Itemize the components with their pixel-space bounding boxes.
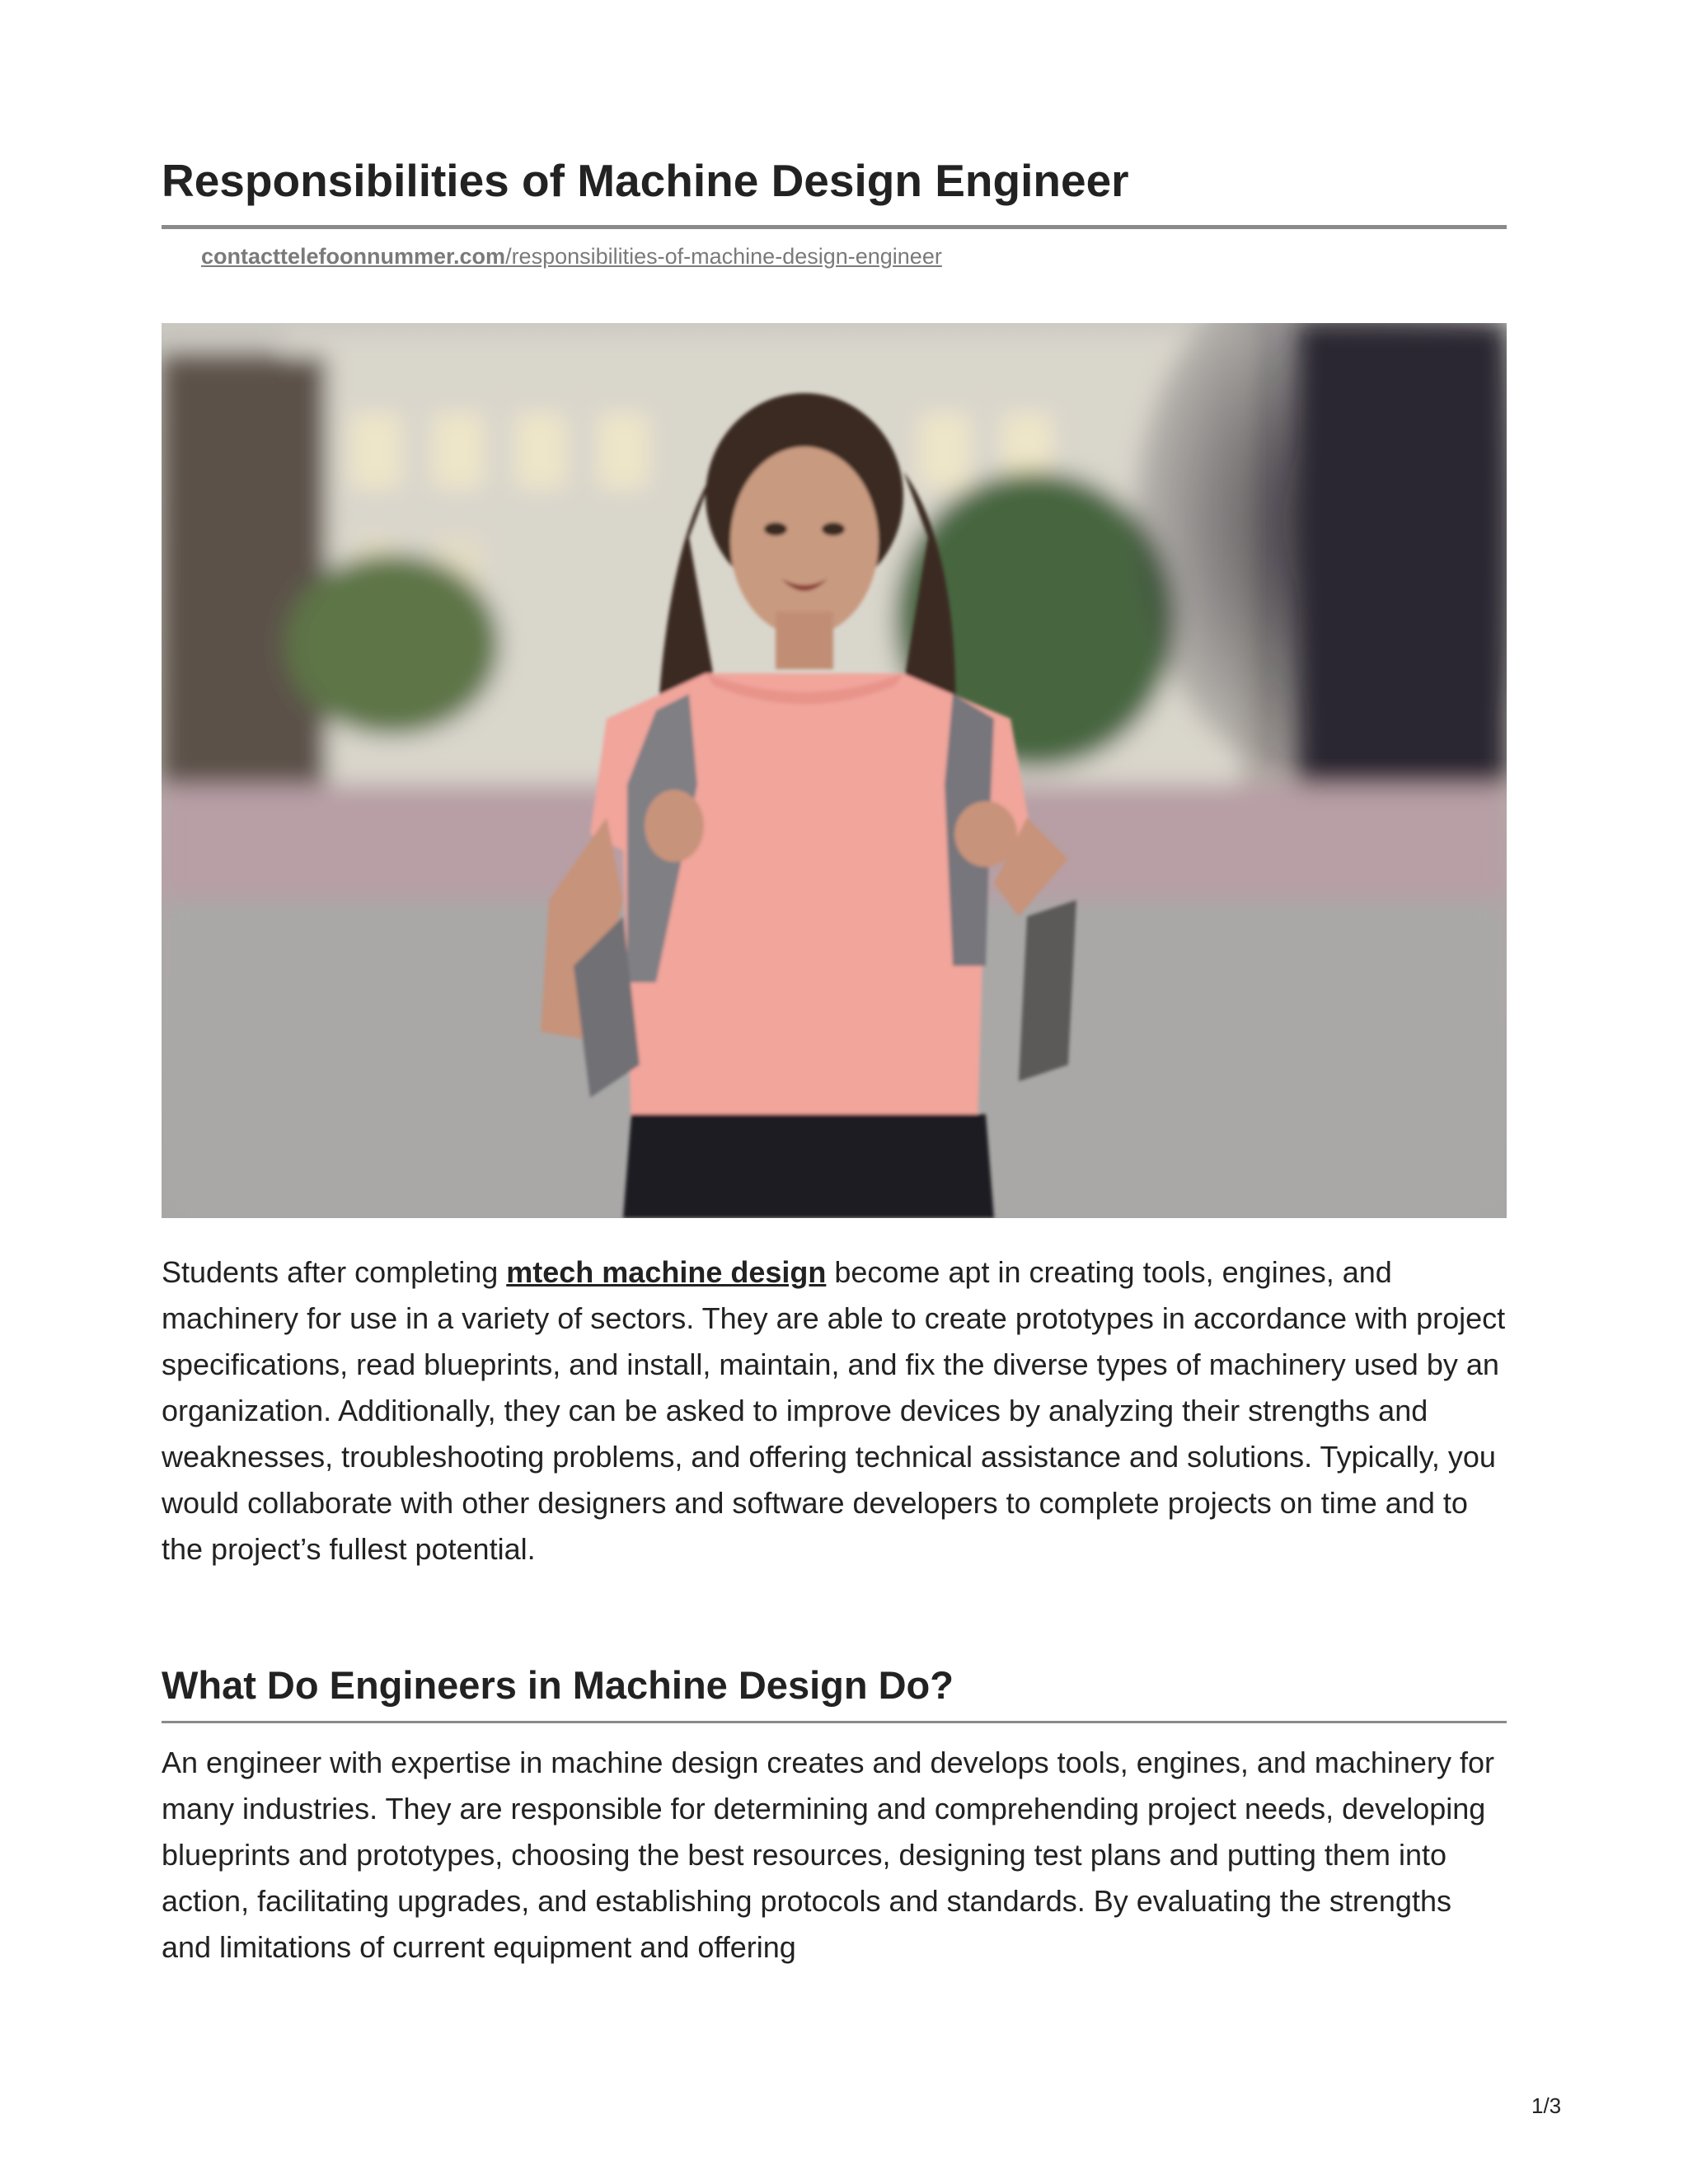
page-number: 1/3 [1531, 2093, 1562, 2118]
source-url-link[interactable] [201, 242, 942, 270]
source-domain: contacttelefoonnummer.com [201, 244, 506, 269]
section-divider [162, 1721, 1507, 1723]
mtech-machine-design-link[interactable]: mtech machine design [506, 1255, 827, 1289]
article-title: Responsibilities of Machine Design Engineer [162, 155, 1129, 206]
intro-text-after: become apt in creating tools, engines, and machinery for use in a variety of sectors. They are able to create prototypes in accordance with project specifications, read blueprints, and install, maintain, and fix the diverse types of machinery used by an organization. Additionally, they can be asked to improve devices by analyzing their strengths and weaknesses, troubleshooting problems, and offering technical assistance and solutions. Typically, you would collaborate with other designers and software developers to complete projects on time and to the project’s fullest potential. [162, 1255, 1506, 1566]
section-heading: What Do Engineers in Machine Design Do? [162, 1663, 954, 1707]
section-paragraph: An engineer with expertise in machine design creates and develops tools, engines, and machinery for many industries. They are responsible for determining and comprehending project needs, developing blueprints and prototypes, choosing the best resources, designing test plans and putting them into action, facilitating upgrades, and establishing protocols and standards. By evaluating the strengths and limitations of current equipment and offering [162, 1746, 1494, 1964]
intro-text-before: Students after completing [162, 1255, 507, 1289]
source-path: /responsibilities-of-machine-design-engineer [505, 244, 942, 269]
hero-image [162, 323, 1507, 1218]
title-divider [162, 225, 1507, 229]
intro-paragraph [162, 1249, 1507, 1572]
